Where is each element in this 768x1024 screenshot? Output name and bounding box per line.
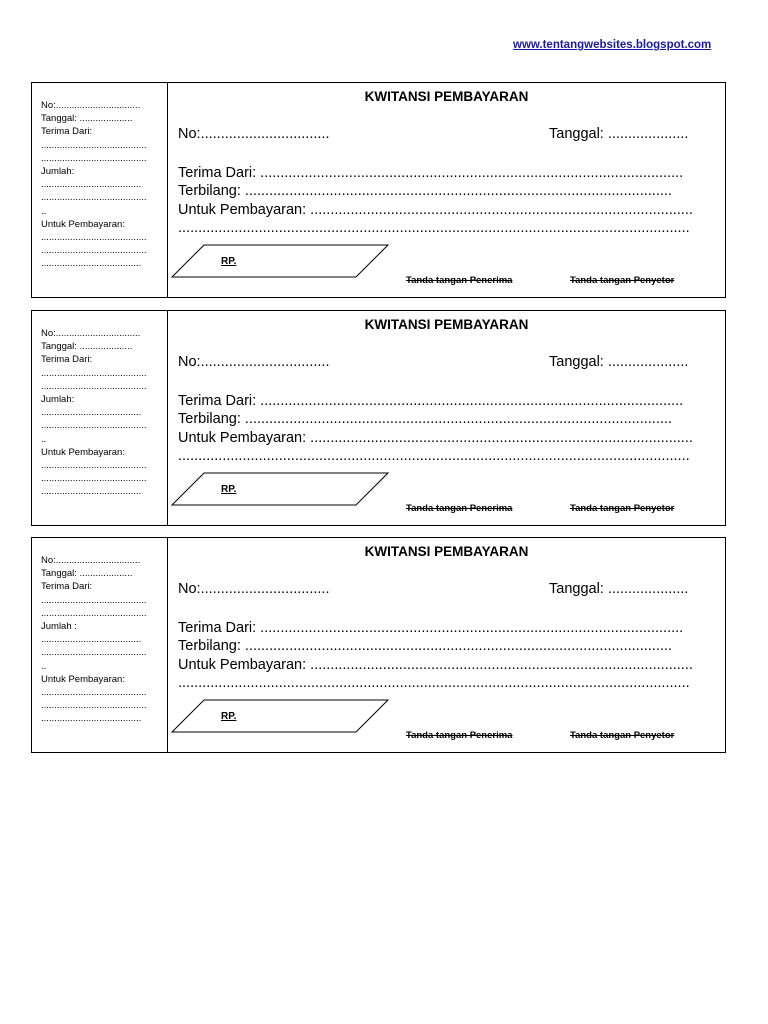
receipt-number-field[interactable]: No:................................ <box>178 354 330 370</box>
receipt-stub <box>32 311 168 525</box>
receipt-title: KWITANSI PEMBAYARAN <box>364 89 529 104</box>
stub-untuk-pembayaran-label: Untuk Pembayaran: <box>41 673 125 685</box>
stub-terima-dari-label: Terima Dari: <box>41 581 93 593</box>
receipt-title: KWITANSI PEMBAYARAN <box>364 544 529 559</box>
received-from-field[interactable]: Terima Dari: ......................................................................................................... <box>178 393 684 409</box>
receipt-date-field[interactable]: Tanggal: .................... <box>549 354 689 370</box>
signature-receiver: Tanda tangan Penerima <box>406 730 513 741</box>
amount-box <box>168 694 408 734</box>
receipt-number-field[interactable]: No:................................ <box>178 126 330 142</box>
signature-receiver: Tanda tangan Penerima <box>406 503 513 514</box>
stub-dotted-line: ........................................ <box>41 367 147 379</box>
stub-dotted-line: ........................................ <box>41 152 147 164</box>
payment-for-extra-line[interactable]: ............................................................................................................................... <box>178 220 690 236</box>
stub-jumlah-label: Jumlah: <box>41 394 75 406</box>
receipt-date-field[interactable]: Tanggal: .................... <box>549 581 689 597</box>
received-from-field[interactable]: Terima Dari: ......................................................................................................... <box>178 620 684 636</box>
amount-box <box>168 467 408 507</box>
receipt-date-field[interactable]: Tanggal: .................... <box>549 126 689 142</box>
stub-tanggal: Tanggal: .................... <box>41 113 133 125</box>
stub-dotted-line: ........................................ <box>41 380 147 392</box>
stub-dotted-line: .. <box>41 433 47 445</box>
signature-payer: Tanda tangan Penyetor <box>570 503 675 514</box>
amount-field[interactable] <box>221 256 236 267</box>
stub-dotted-line: ........................................ <box>41 192 147 204</box>
stub-dotted-line: .. <box>41 205 47 217</box>
amount-field[interactable] <box>221 711 236 722</box>
stub-jumlah-label: Jumlah : <box>41 621 77 633</box>
receipt-main <box>168 311 725 525</box>
stub-dotted-line: ........................................ <box>41 420 147 432</box>
stub-untuk-pembayaran-label: Untuk Pembayaran: <box>41 218 125 230</box>
stub-dotted-line: ........................................ <box>41 232 147 244</box>
amount-box <box>168 239 408 279</box>
stub-no: No:................................ <box>41 555 141 566</box>
receipt-title: KWITANSI PEMBAYARAN <box>364 317 529 332</box>
receipt-1 <box>31 82 726 298</box>
signature-payer: Tanda tangan Penyetor <box>570 730 675 741</box>
stub-dotted-line: ...................................... <box>41 179 142 191</box>
stub-dotted-line: ...................................... <box>41 486 142 498</box>
stub-dotted-line: ........................................ <box>41 687 147 699</box>
payment-for-field[interactable]: Untuk Pembayaran: ............................................................................................... <box>178 430 693 446</box>
stub-dotted-line: ........................................ <box>41 647 147 659</box>
receipt-main <box>168 538 725 752</box>
receipt-3 <box>31 537 726 753</box>
receipt-main <box>168 83 725 297</box>
receipt-stub <box>32 83 168 297</box>
amount-in-words-field[interactable]: Terbilang: .......................................................................................................... <box>178 411 672 427</box>
stub-dotted-line: ........................................ <box>41 139 147 151</box>
stub-tanggal: Tanggal: .................... <box>41 341 133 353</box>
stub-dotted-line: ........................................ <box>41 607 147 619</box>
stub-dotted-line: ........................................ <box>41 700 147 712</box>
payment-for-extra-line[interactable]: ............................................................................................................................... <box>178 448 690 464</box>
stub-dotted-line: ........................................ <box>41 594 147 606</box>
stub-dotted-line: ...................................... <box>41 407 142 419</box>
website-link[interactable]: www.tentangwebsites.blogspot.com <box>513 39 712 51</box>
stub-terima-dari-label: Terima Dari: <box>41 126 93 138</box>
received-from-field[interactable]: Terima Dari: ......................................................................................................... <box>178 165 684 181</box>
stub-untuk-pembayaran-label: Untuk Pembayaran: <box>41 446 125 458</box>
stub-terima-dari-label: Terima Dari: <box>41 354 93 366</box>
payment-for-field[interactable]: Untuk Pembayaran: ............................................................................................... <box>178 202 693 218</box>
stub-jumlah-label: Jumlah: <box>41 166 75 178</box>
stub-dotted-line: ........................................ <box>41 460 147 472</box>
receipt-stub <box>32 538 168 752</box>
stub-tanggal: Tanggal: .................... <box>41 568 133 580</box>
receipt-number-field[interactable]: No:................................ <box>178 581 330 597</box>
stub-no: No:................................ <box>41 328 141 339</box>
stub-dotted-line: ........................................ <box>41 245 147 257</box>
amount-label: RP. <box>221 256 237 267</box>
payment-for-field[interactable]: Untuk Pembayaran: ............................................................................................... <box>178 657 693 673</box>
amount-label: RP. <box>221 711 237 722</box>
signature-payer: Tanda tangan Penyetor <box>570 275 675 286</box>
amount-label: RP. <box>221 484 237 495</box>
stub-dotted-line: ...................................... <box>41 713 142 725</box>
receipt-2 <box>31 310 726 526</box>
stub-dotted-line: .. <box>41 660 47 672</box>
stub-no: No:................................ <box>41 100 141 111</box>
stub-dotted-line: ...................................... <box>41 258 142 270</box>
stub-dotted-line: ........................................ <box>41 473 147 485</box>
stub-dotted-line: ...................................... <box>41 634 142 646</box>
amount-field[interactable] <box>221 484 236 495</box>
amount-in-words-field[interactable]: Terbilang: .......................................................................................................... <box>178 183 672 199</box>
payment-for-extra-line[interactable]: ............................................................................................................................... <box>178 675 690 691</box>
signature-receiver: Tanda tangan Penerima <box>406 275 513 286</box>
amount-in-words-field[interactable]: Terbilang: .......................................................................................................... <box>178 638 672 654</box>
